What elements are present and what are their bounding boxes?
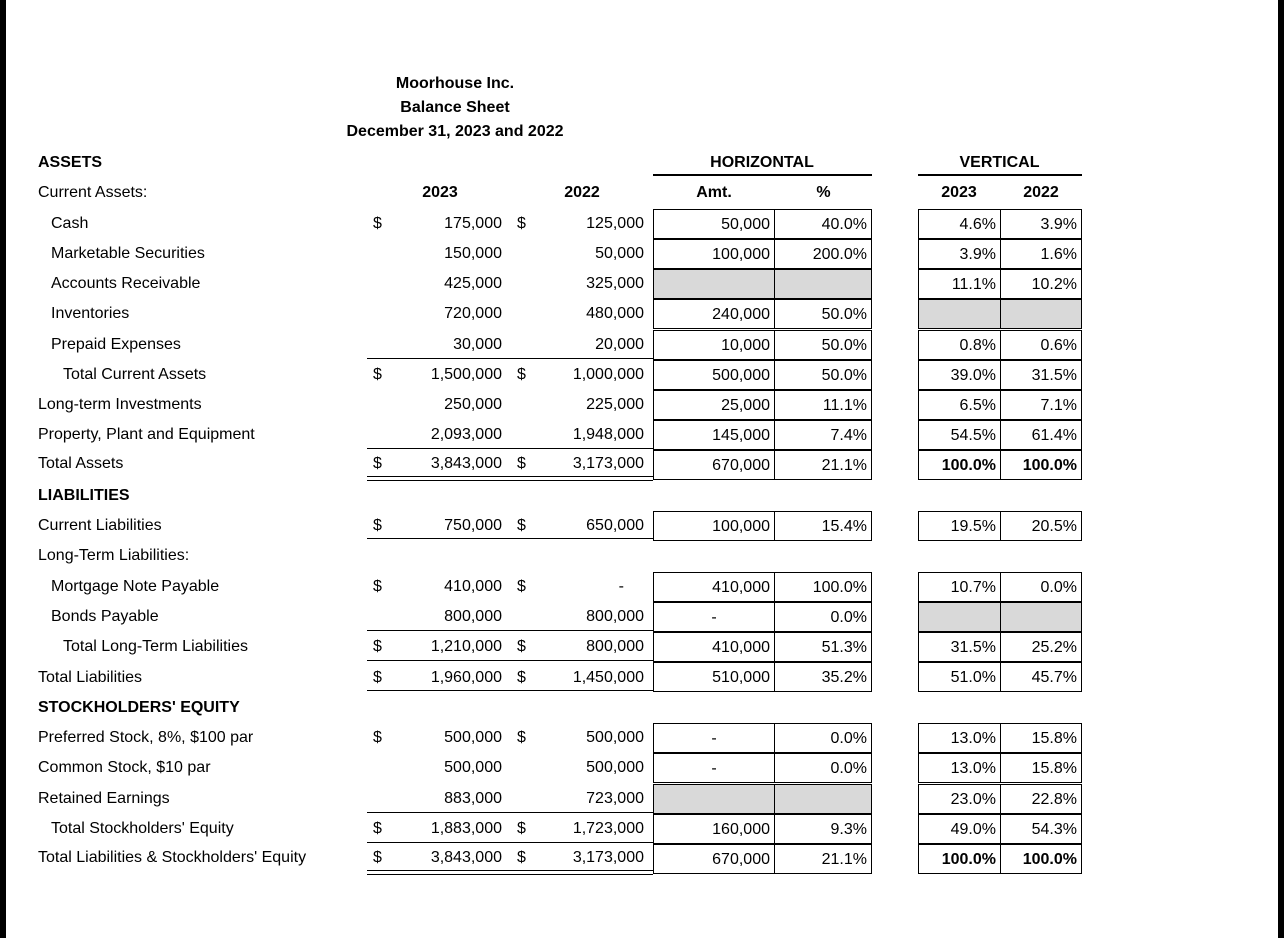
v2022-cell: 0.0% (1000, 572, 1082, 602)
value-2022: 125,000 (586, 215, 644, 232)
v2023-cell: 6.5% (918, 390, 1001, 420)
row-label: Total Current Assets (63, 366, 207, 383)
amt-cell: 160,000 (653, 814, 775, 844)
row-label: Bonds Payable (51, 608, 159, 625)
v2023-cell: 100.0% (918, 450, 1001, 480)
dollar-sign: $ (517, 669, 526, 686)
amt-cell: - (653, 723, 775, 753)
double-underline (367, 870, 653, 875)
value-2023: 500,000 (444, 729, 502, 746)
v2023-cell: 11.1% (918, 269, 1001, 299)
pct-cell: 15.4% (774, 511, 872, 541)
v2023-cell: 39.0% (918, 360, 1001, 390)
pct-cell: 21.1% (774, 844, 872, 874)
value-2023: 3,843,000 (430, 849, 502, 866)
value-2023: 30,000 (453, 336, 502, 353)
row-label: Current Liabilities (38, 517, 162, 534)
dollar-sign: $ (373, 366, 382, 383)
value-2022: 1,723,000 (572, 820, 644, 837)
value-2023: 2,093,000 (430, 426, 502, 443)
amt-cell-blank[interactable] (653, 269, 775, 299)
v2022-cell: 15.8% (1000, 723, 1082, 753)
row-label: Total Assets (38, 455, 124, 472)
value-2023: 175,000 (444, 215, 502, 232)
amt-cell: 25,000 (653, 390, 775, 420)
value-2022: 3,173,000 (572, 849, 644, 866)
dollar-sign: $ (373, 820, 382, 837)
subtotal-rule (367, 660, 653, 661)
amt-cell: 410,000 (653, 572, 775, 602)
v2022-cell: 15.8% (1000, 753, 1082, 783)
dollar-sign: $ (517, 578, 526, 595)
row-label: Total Stockholders' Equity (51, 820, 234, 837)
amt-cell: 410,000 (653, 632, 775, 662)
v2023-cell: 13.0% (918, 723, 1001, 753)
dollar-sign: $ (373, 729, 382, 746)
value-2023: 720,000 (444, 305, 502, 322)
subtotal-rule (367, 690, 653, 691)
pct-cell: 35.2% (774, 662, 872, 692)
horizontal-underline (653, 174, 872, 176)
liabilities-heading: LIABILITIES (38, 487, 130, 504)
dollar-sign: $ (373, 215, 382, 232)
company-name: Moorhouse Inc. (395, 75, 515, 92)
col-header-v2022: 2022 (1023, 184, 1059, 201)
v2023-cell: 49.0% (918, 814, 1001, 844)
row-label: Marketable Securities (51, 245, 205, 262)
subtotal-rule (367, 812, 653, 813)
value-2023: 1,883,000 (430, 820, 502, 837)
pct-cell: 0.0% (774, 723, 872, 753)
v2022-cell: 7.1% (1000, 390, 1082, 420)
amt-cell: 145,000 (653, 420, 775, 450)
value-2023: 800,000 (444, 608, 502, 625)
v2022-cell: 20.5% (1000, 511, 1082, 541)
dollar-sign: $ (373, 517, 382, 534)
dollar-sign: $ (517, 729, 526, 746)
v2023-cell: 4.6% (918, 209, 1001, 239)
dollar-sign: $ (517, 820, 526, 837)
value-2022: 50,000 (595, 245, 644, 262)
v2023-cell: 51.0% (918, 662, 1001, 692)
pct-cell: 7.4% (774, 420, 872, 450)
v2022-cell: 25.2% (1000, 632, 1082, 662)
value-2022: - (618, 578, 624, 595)
amt-cell: 240,000 (653, 299, 775, 329)
amt-cell: 100,000 (653, 511, 775, 541)
v2023-cell: 10.7% (918, 572, 1001, 602)
dollar-sign: $ (517, 849, 526, 866)
v2022-cell: 10.2% (1000, 269, 1082, 299)
v2023-cell: 13.0% (918, 753, 1001, 783)
amt-cell: 670,000 (653, 844, 775, 874)
subtotal-rule (367, 358, 653, 359)
v2022-cell-blank[interactable] (1000, 602, 1082, 632)
value-2023: 750,000 (444, 517, 502, 534)
dollar-sign: $ (517, 517, 526, 534)
v2022-cell: 100.0% (1000, 450, 1082, 480)
value-2022: 1,000,000 (572, 366, 644, 383)
v2022-cell: 0.6% (1000, 330, 1082, 360)
v2023-cell: 3.9% (918, 239, 1001, 269)
pct-cell: 50.0% (774, 299, 872, 329)
value-2022: 3,173,000 (572, 455, 644, 472)
dollar-sign: $ (373, 849, 382, 866)
subtotal-rule (367, 630, 653, 631)
v2023-cell: 100.0% (918, 844, 1001, 874)
pct-cell-blank[interactable] (774, 784, 872, 814)
amt-cell: 510,000 (653, 662, 775, 692)
dollar-sign: $ (517, 215, 526, 232)
subtotal-rule (367, 448, 653, 449)
amt-cell: 100,000 (653, 239, 775, 269)
right-frame-border (1278, 0, 1284, 938)
row-label: Total Long-Term Liabilities (63, 638, 248, 655)
row-label: Total Liabilities (38, 669, 143, 686)
value-2022: 650,000 (586, 517, 644, 534)
v2023-cell-blank[interactable] (918, 299, 1001, 329)
value-2022: 500,000 (586, 729, 644, 746)
dollar-sign: $ (517, 638, 526, 655)
dollar-sign: $ (373, 669, 382, 686)
value-2022: 225,000 (586, 396, 644, 413)
dollar-sign: $ (517, 455, 526, 472)
dollar-sign: $ (373, 455, 382, 472)
v2022-cell-blank[interactable] (1000, 299, 1082, 329)
v2023-cell-blank[interactable] (918, 602, 1001, 632)
value-2022: 1,450,000 (572, 669, 644, 686)
value-2023: 1,500,000 (430, 366, 502, 383)
pct-cell: 51.3% (774, 632, 872, 662)
amt-cell: 500,000 (653, 360, 775, 390)
value-2022: 1,948,000 (572, 426, 644, 443)
value-2022: 723,000 (586, 790, 644, 807)
pct-cell: 0.0% (774, 602, 872, 632)
value-2022: 480,000 (586, 305, 644, 322)
v2023-cell: 54.5% (918, 420, 1001, 450)
current-assets-heading: Current Assets: (38, 184, 148, 201)
v2023-cell: 19.5% (918, 511, 1001, 541)
row-label: Property, Plant and Equipment (38, 426, 255, 443)
vertical-heading: VERTICAL (959, 154, 1040, 171)
row-label: Common Stock, $10 par (38, 759, 211, 776)
dollar-sign: $ (373, 638, 382, 655)
value-2023: 410,000 (444, 578, 502, 595)
pct-cell: 9.3% (774, 814, 872, 844)
subtotal-rule (367, 842, 653, 843)
v2022-cell: 31.5% (1000, 360, 1082, 390)
pct-cell: 0.0% (774, 753, 872, 783)
equity-heading: STOCKHOLDERS' EQUITY (38, 699, 240, 716)
row-label: Preferred Stock, 8%, $100 par (38, 729, 254, 746)
row-label: Retained Earnings (38, 790, 170, 807)
row-label: Inventories (51, 305, 130, 322)
statement-name: Balance Sheet (400, 99, 510, 116)
amt-cell: 670,000 (653, 450, 775, 480)
v2022-cell: 1.6% (1000, 239, 1082, 269)
value-2023: 250,000 (444, 396, 502, 413)
value-2022: 800,000 (586, 638, 644, 655)
dollar-sign: $ (517, 366, 526, 383)
col-header-pct: % (816, 184, 831, 201)
subtotal-rule (367, 538, 653, 539)
v2023-cell: 23.0% (918, 784, 1001, 814)
double-underline (367, 476, 653, 481)
col-header-amt: Amt. (696, 184, 732, 201)
row-label: Long-term Investments (38, 396, 202, 413)
pct-cell: 11.1% (774, 390, 872, 420)
value-2023: 150,000 (444, 245, 502, 262)
value-2022: 20,000 (595, 336, 644, 353)
value-2023: 883,000 (444, 790, 502, 807)
pct-cell: 100.0% (774, 572, 872, 602)
amt-cell: - (653, 753, 775, 783)
amt-cell: 50,000 (653, 209, 775, 239)
row-label: Mortgage Note Payable (51, 578, 220, 595)
value-2023: 3,843,000 (430, 455, 502, 472)
row-label: Prepaid Expenses (51, 336, 181, 353)
v2022-cell: 3.9% (1000, 209, 1082, 239)
pct-cell-blank[interactable] (774, 269, 872, 299)
value-2023: 500,000 (444, 759, 502, 776)
v2023-cell: 31.5% (918, 632, 1001, 662)
amt-cell-blank[interactable] (653, 784, 775, 814)
value-2023: 1,960,000 (430, 669, 502, 686)
value-2022: 800,000 (586, 608, 644, 625)
v2022-cell: 61.4% (1000, 420, 1082, 450)
v2022-cell: 22.8% (1000, 784, 1082, 814)
left-frame-border (0, 0, 6, 938)
v2022-cell: 100.0% (1000, 844, 1082, 874)
row-label: Accounts Receivable (51, 275, 201, 292)
pct-cell: 50.0% (774, 330, 872, 360)
value-2022: 325,000 (586, 275, 644, 292)
pct-cell: 21.1% (774, 450, 872, 480)
pct-cell: 50.0% (774, 360, 872, 390)
v2022-cell: 54.3% (1000, 814, 1082, 844)
value-2023: 425,000 (444, 275, 502, 292)
pct-cell: 200.0% (774, 239, 872, 269)
col-header-2022: 2022 (564, 184, 600, 201)
v2022-cell: 45.7% (1000, 662, 1082, 692)
amt-cell: 10,000 (653, 330, 775, 360)
long-term-liabilities-heading: Long-Term Liabilities: (38, 547, 190, 564)
assets-heading: ASSETS (38, 154, 103, 171)
amt-cell: - (653, 602, 775, 632)
row-label: Total Liabilities & Stockholders' Equity (38, 849, 307, 866)
vertical-underline (918, 174, 1082, 176)
horizontal-heading: HORIZONTAL (710, 154, 814, 171)
statement-date: December 31, 2023 and 2022 (346, 123, 564, 140)
pct-cell: 40.0% (774, 209, 872, 239)
col-header-2023: 2023 (422, 184, 458, 201)
v2023-cell: 0.8% (918, 330, 1001, 360)
value-2022: 500,000 (586, 759, 644, 776)
dollar-sign: $ (373, 578, 382, 595)
col-header-v2023: 2023 (941, 184, 977, 201)
row-label: Cash (51, 215, 89, 232)
value-2023: 1,210,000 (430, 638, 502, 655)
